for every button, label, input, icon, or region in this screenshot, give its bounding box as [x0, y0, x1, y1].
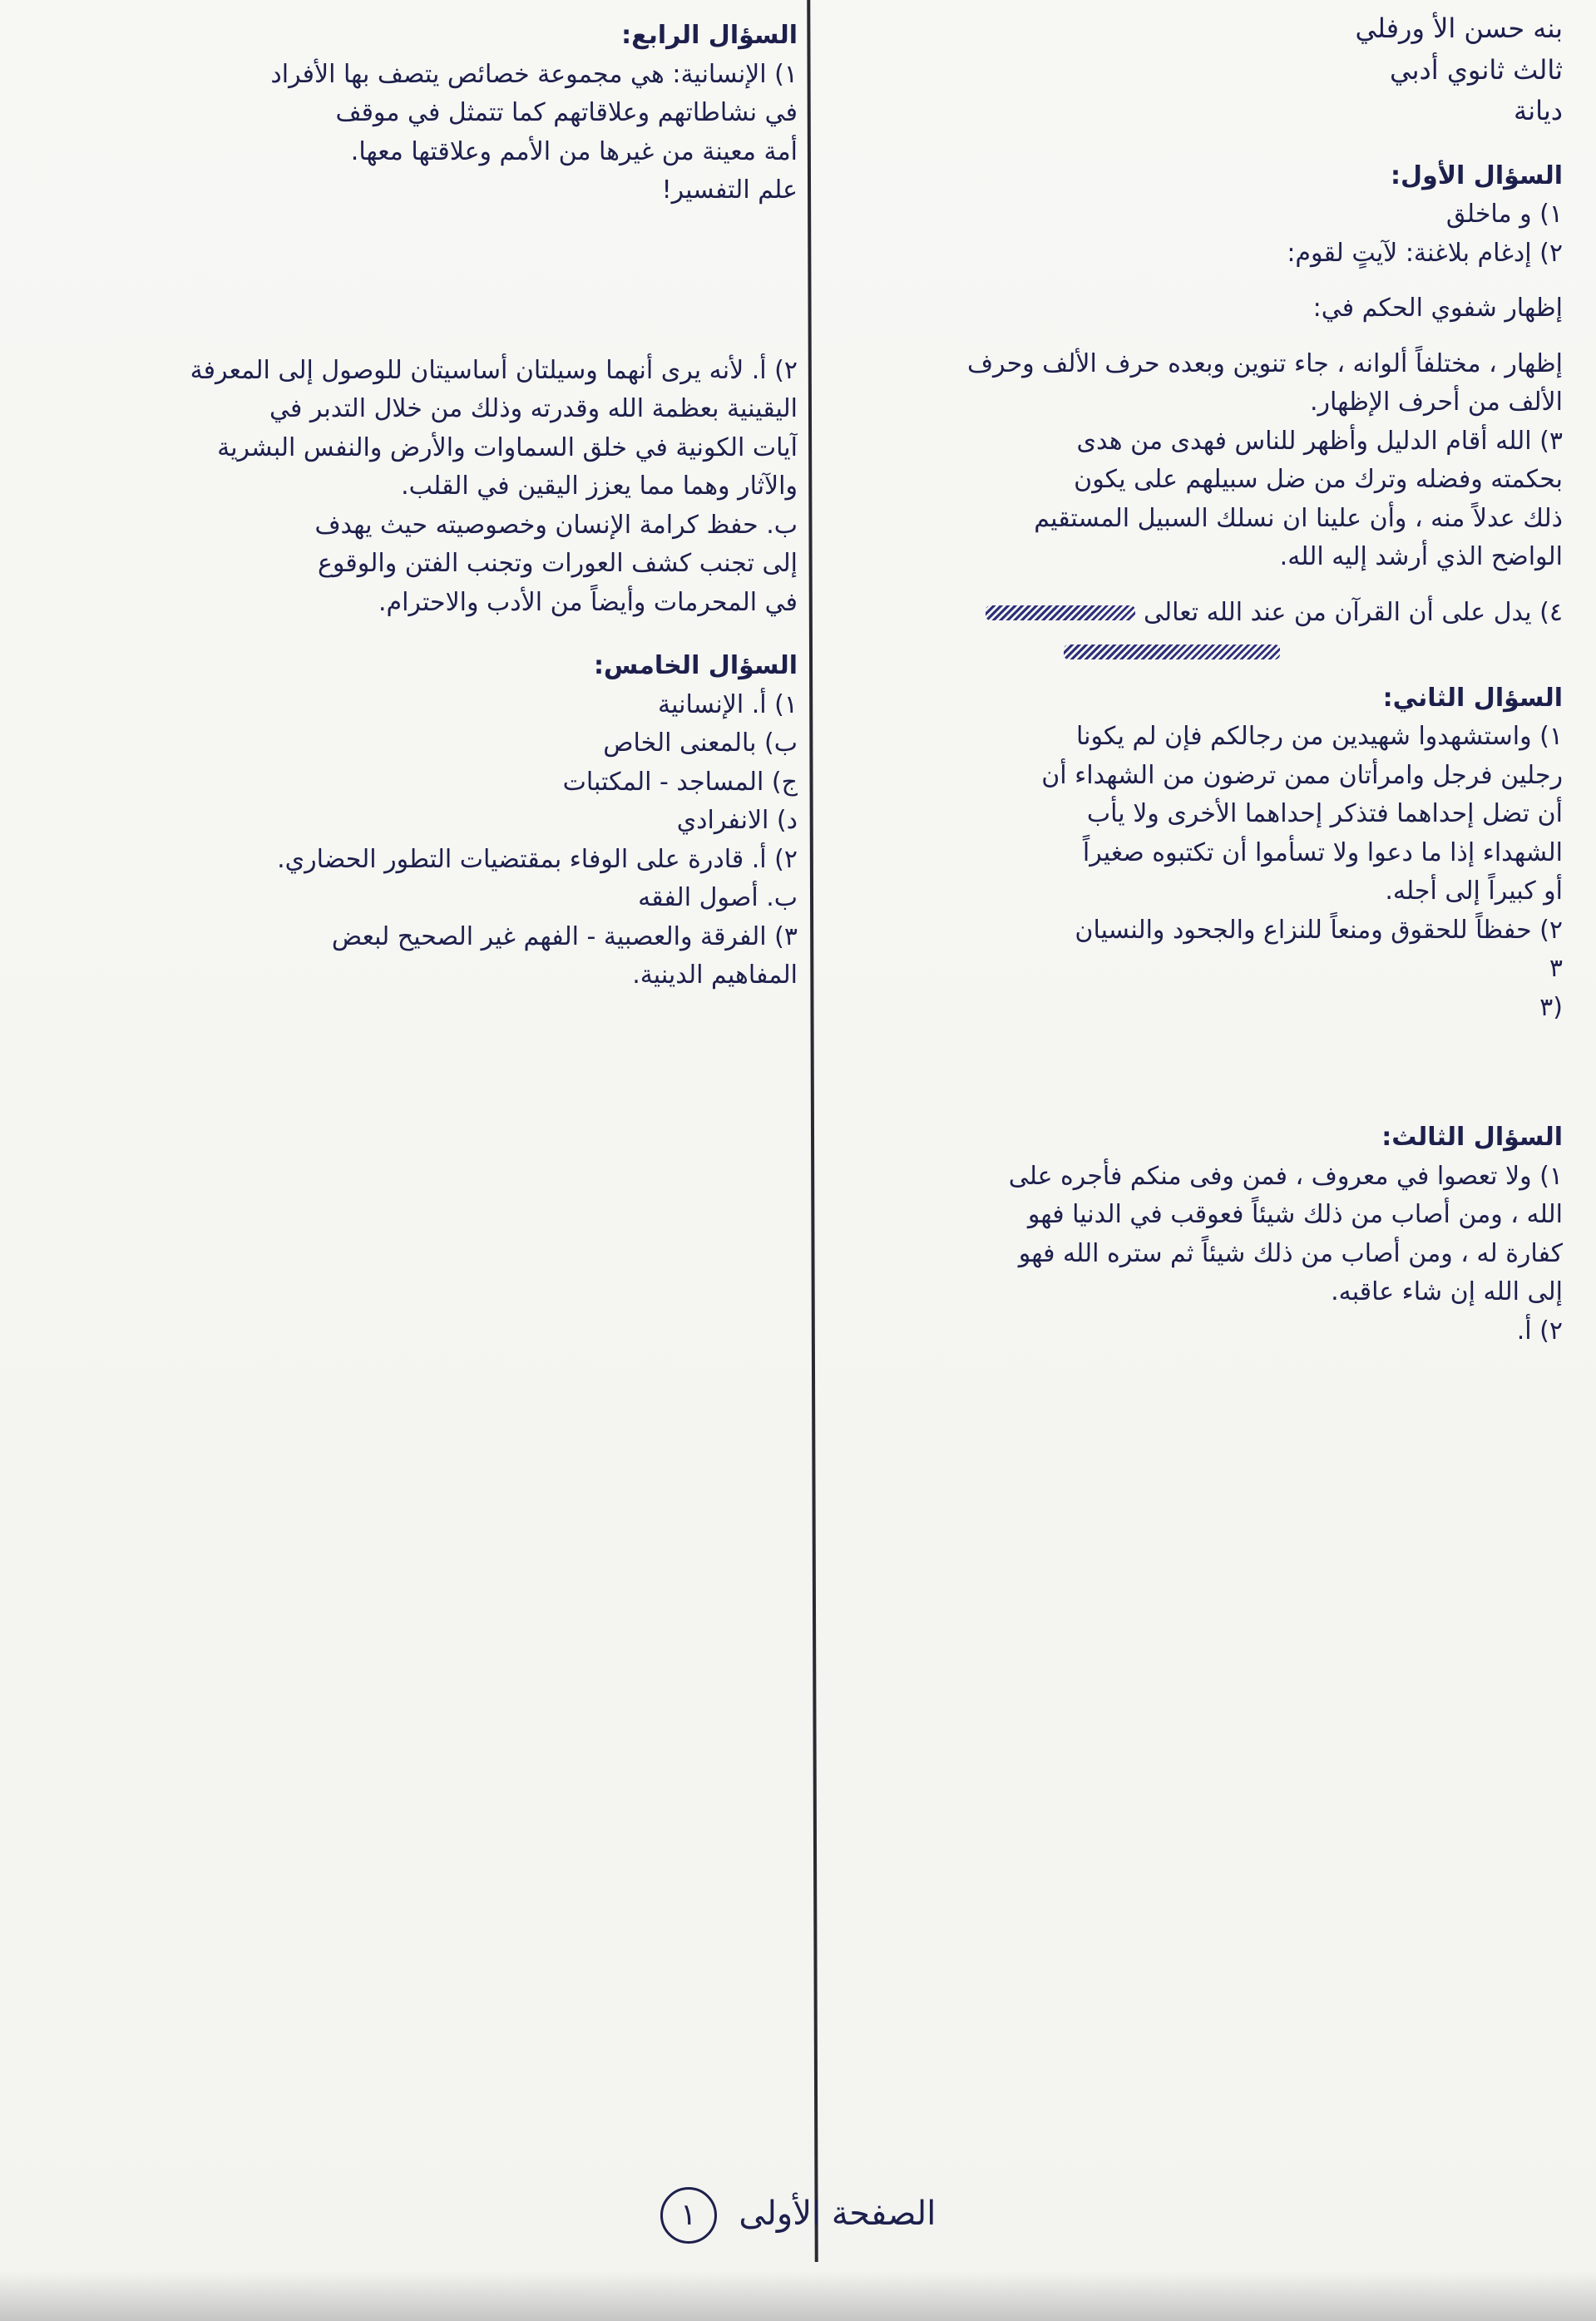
q1-item: الواضح الذي أرشد إليه الله. [1279, 542, 1563, 572]
crossed-out-scribble [1064, 644, 1280, 659]
q4-item: ب. حفظ كرامة الإنسان وخصوصيته حيث يهدف [314, 510, 798, 540]
q5-item: ٣) الفرقة والعصبية - الفهم غير الصحيح لبعض [331, 921, 798, 951]
q4-item: والآثار وهما مما يعزز اليقين في القلب. [401, 472, 798, 501]
footer-label: الصفحة الأولى [739, 2195, 936, 2233]
q1-item: إظهار شفوي الحكم في: [1312, 294, 1563, 323]
q1-item: ذلك عدلاً منه ، وأن علينا ان نسلك السبيل المستقيم [1034, 503, 1563, 533]
q4-item: في المحرمات وأيضاً من الأدب والاحترام. [378, 587, 798, 617]
q5-item: د) الانفرادي [676, 806, 798, 835]
q3-title: السؤال الثالث: [1381, 1123, 1563, 1153]
q4-item: أمة معينة من غيرها من الأمم وعلاقتها معها. [350, 136, 798, 166]
q2-item: ٢) حفظاً للحقوق ومنعاً للنزاع والجحود والنسيان [1075, 915, 1563, 945]
q4-item: إلى تجنب كشف العورات وتجنب الفتن والوقوع [318, 549, 798, 578]
q3-item: إلى الله إن شاء عاقبه. [1331, 1277, 1563, 1307]
q4-item: ٢) أ. لأنه يرى أنهما وسيلتان أساسيتان للوصول إلى المعرفة [190, 355, 798, 385]
page-number-circle: ١ [660, 2187, 717, 2244]
left-column [16, 17, 798, 995]
q5-item: المفاهيم الدينية. [632, 960, 798, 990]
q1-item: ١) و ماخلق [1445, 200, 1563, 230]
q1-item [814, 594, 1563, 633]
q2-item: الشهداء إذا ما دعوا ولا تسأموا أن تكتبوه صغيراً [1082, 837, 1563, 867]
q5-item: ٢) أ. قادرة على الوفاء بمقتضيات التطور الحضاري. [277, 844, 798, 874]
q2-title: السؤال الثاني: [1382, 683, 1563, 713]
q2-item: (٣ [1539, 992, 1563, 1022]
crossed-out-scribble [986, 605, 1135, 620]
q3-item: ٢) أ. [1516, 1316, 1563, 1346]
q3-item: كفارة له ، ومن أصاب من ذلك شيئاً ثم ستره الله فهو [1018, 1238, 1563, 1268]
q4-item: ١) الإنسانية: هي مجموعة خصائص يتصف بها الأفراد [270, 59, 798, 89]
q1-item: بحكمته وفضله وترك من ضل سبيلهم على يكون [1074, 465, 1563, 495]
q5-item: ج) المساجد - المكتبات [562, 767, 798, 797]
crossed-out-line [814, 632, 1563, 671]
q4-item: آيات الكونية في خلق السماوات والأرض والنفس البشرية [217, 432, 798, 462]
q4-item: في نشاطاتهم وعلاقاتهم كما تتمثل في موقف [335, 98, 798, 127]
q5-title: السؤال الخامس: [593, 651, 798, 680]
q2-item: ٣ [1549, 954, 1563, 984]
student-name: بنه حسن الأ ورفلي [1355, 12, 1563, 44]
q1-title: السؤال الأول: [1391, 160, 1563, 190]
q5-item: ب) بالمعنى الخاص [603, 728, 798, 758]
q1-item-text: ٤) يدل على أن القرآن من عند الله تعالى [1144, 597, 1563, 627]
q4-item: علم التفسير! [661, 175, 798, 205]
q1-item: الألف من أحرف الإظهار. [1310, 388, 1563, 417]
scan-bottom-shadow [0, 2271, 1596, 2321]
page-footer [0, 2187, 1596, 2244]
q1-item: إظهار ، مختلفاً ألوانه ، جاء تنوين وبعده حرف الألف وحرف [966, 348, 1563, 378]
q4-item: اليقينية بعظمة الله وقدرته وذلك من خلال التدبر في [269, 394, 798, 423]
subject-name: ديانة [1514, 95, 1563, 127]
q2-item: أن تضل إحداهما فتذكر إحداهما الأخرى ولا يأب [1086, 799, 1563, 829]
q3-item: الله ، ومن أصاب من ذلك شيئاً فعوقب في الدنيا فهو [1027, 1200, 1563, 1230]
q2-item: ١) واستشهدوا شهيدين من رجالكم فإن لم يكونا [1076, 722, 1563, 752]
q1-item: ٢) إدغام بلاغنة: لآيتٍ لقوم: [1287, 238, 1563, 268]
right-column [814, 8, 1563, 1351]
q5-item: ١) أ. الإنسانية [658, 689, 798, 719]
q4-title: السؤال الرابع: [621, 21, 798, 50]
q2-item: رجلين فرجل وامرأتان ممن ترضون من الشهداء أن [1041, 760, 1563, 790]
q2-item: أو كبيراً إلى أجله. [1385, 877, 1563, 906]
q1-item: ٣) الله أقام الدليل وأظهر للناس فهدى من هدى [1076, 426, 1563, 456]
student-class: ثالث ثانوي أدبي [1389, 53, 1563, 86]
q5-item: ب. أصول الفقه [638, 883, 798, 912]
q3-item: ١) ولا تعصوا في معروف ، فمن وفى منكم فأجره على [1008, 1161, 1563, 1191]
